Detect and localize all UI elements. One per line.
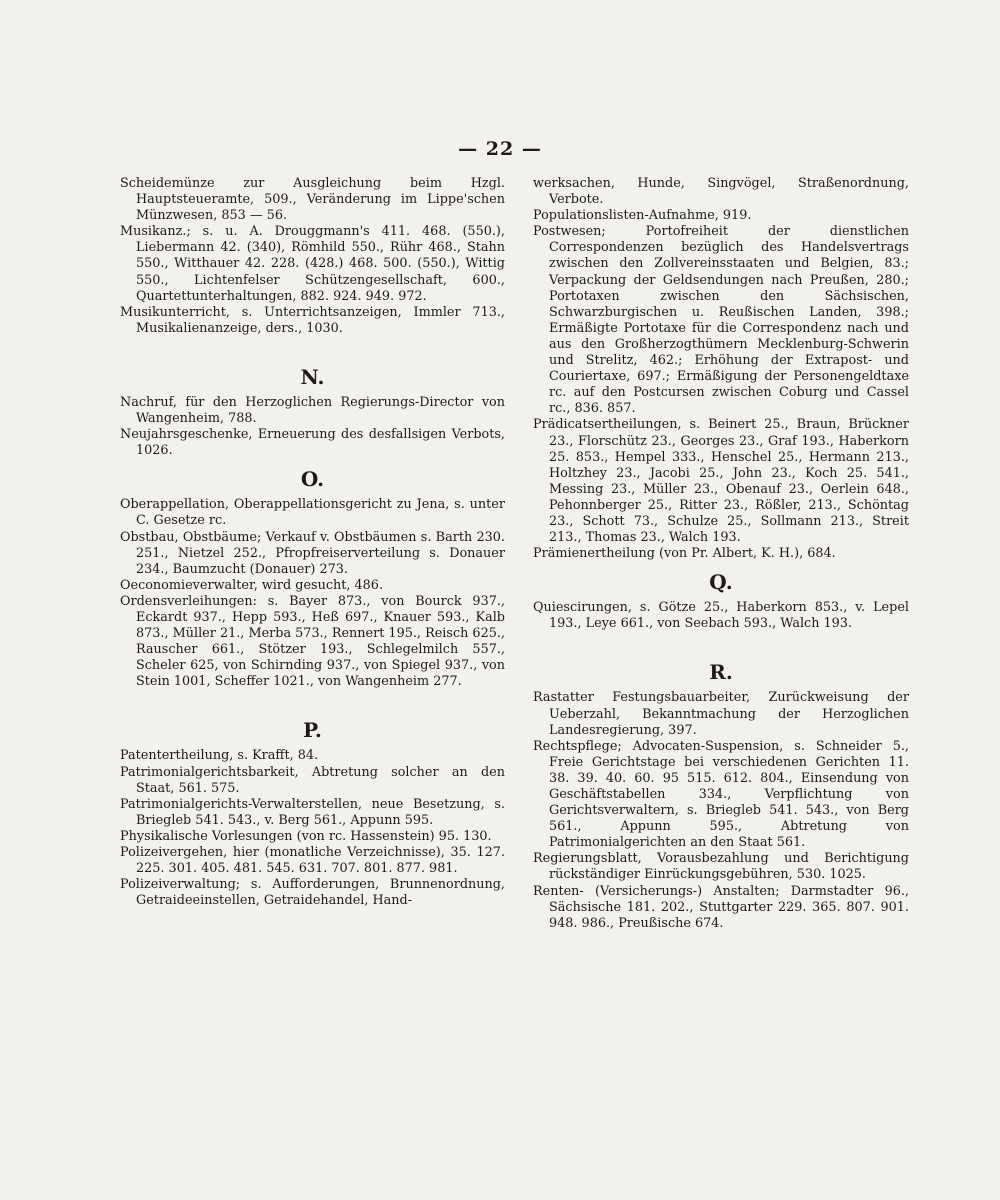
right-column xyxy=(533,176,909,932)
index-entry: Patentertheilung, s. Krafft, 84. xyxy=(120,748,319,764)
section-letter-q: Q. xyxy=(709,570,733,595)
index-entry: Musikunterricht, s. Unterrichtsanzeigen, Immler 713., Musikalienanzeige, ders., 1030. xyxy=(120,304,505,336)
section-letter-p: P. xyxy=(303,718,322,743)
section-letter-n: N. xyxy=(300,364,325,389)
left-column xyxy=(120,176,505,909)
index-entry: Physikalische Vorlesungen (von rc. Hassenstein) 95. 130. xyxy=(120,828,492,844)
index-entry: Scheidemünze zur Ausgleichung beim Hzgl. Hauptsteueramte, 509., Veränderung im Lippe'schen Münzwesen, 853 — 56. xyxy=(120,176,505,224)
index-entry: Postwesen; Portofreiheit der dienstlichen Correspondenzen bezüglich des Handelsvertrags zwischen den Zollvereinsstaaten und Belgien, 83.; Verpackung der Geldsendungen nach Preußen, 280.; Portotaxen zwischen den Sächsischen, Schwarzburgischen u. Reußischen Landen, 398.; Ermäßigte Portotaxe für die Correspondenz nach und aus den Großherzogthümern Mecklenburg-Schwerin und Strelitz, 462.; Erhöhung der Extrapost- und Couriertaxe, 697.; Ermäßigung der Personengeldtaxe rc. auf den Postcursen zwischen Coburg und Cassel rc., 836. 857. xyxy=(533,224,909,417)
index-entry: Nachruf, für den Herzoglichen Regierungs-Director von Wangenheim, 788. xyxy=(120,394,505,427)
index-entry: Musikanz.; s. u. A. Drouggmann's 411. 468. (550.), Liebermann 42. (340), Römhild 550., Rühr 468., Stahn 550., Witthauer 42. 228. (428.) 468. 500. (550.), Wittig 550., Lichtenfelser Schützengesellschaft, 600., Quartettunterhaltungen, 882. 924. 949. 972. xyxy=(120,224,505,304)
page-number: — 22 — xyxy=(458,138,542,160)
index-entry: Renten- (Versicherungs-) Anstalten; Darmstadter 96., Sächsische 181. 202., Stuttgarter 229. 365. 807. 901. 948. 986., Preußische 674. xyxy=(533,883,909,931)
index-entry: Regierungsblatt, Vorausbezahlung und Berichtigung rückständiger Einrückungsgebühren, 530. 1025. xyxy=(533,851,909,883)
index-entry: Rastatter Festungsbauarbeiter, Zurückweisung der Ueberzahl, Bekanntmachung der Herzoglichen Landesregierung, 397. xyxy=(533,690,909,738)
index-entry: Prädicatsertheilungen, s. Beinert 25., Braun, Brückner 23., Florschütz 23., Georges 23., Graf 193., Haberkorn 25. 853., Hempel 333., Henschel 25., Hermann 213., Holtzhey 23., Jacobi 25., John 23., Koch 25. 541., Messing 23., Müller 23., Obenauf 23., Oerlein 648., Pehonnberger 25., Ritter 23., Rößler, 213., Schöntag 23., Schott 73., Schulze 25., Sollmann 213., Streit 213., Thomas 23., Walch 193. xyxy=(533,417,909,546)
index-entry: Polizeiverwaltung; s. Aufforderungen, Brunnenordnung, Getraideeinstellen, Getraidehandel, Hand- xyxy=(120,877,505,909)
index-entry: Prämienertheilung (von Pr. Albert, K. H.), 684. xyxy=(533,546,836,562)
index-entry: Oeconomieverwalter, wird gesucht, 486. xyxy=(120,577,384,593)
index-entry: Patrimonialgerichts-Verwalterstellen, neue Besetzung, s. Briegleb 541. 543., v. Berg 561., Appunn 595. xyxy=(120,796,505,828)
index-entry: Obstbau, Obstbäume; Verkauf v. Obstbäumen s. Barth 230. 251., Nietzel 252., Pfropfreiserverteilung s. Donauer 234., Baumzucht (Donauer) 273. xyxy=(120,529,505,577)
index-entry: Neujahrsgeschenke, Erneuerung des desfallsigen Verbots, 1026. xyxy=(120,427,505,459)
index-entry: Polizeivergehen, hier (monatliche Verzeichnisse), 35. 127. 225. 301. 405. 481. 545. 631. 707. 801. 877. 981. xyxy=(120,845,505,877)
index-entry: Ordensverleihungen: s. Bayer 873., von Bourck 937., Eckardt 937., Hepp 593., Heß 697., Knauer 593., Kalb 873., Müller 21., Merba 573., Rennert 195., Reisch 625., Rauscher 661., Stötzer 193., Schlegelmilch 557., Scheler 625, von Schirnding 937., von Spiegel 937., von Stein 1001, Scheffer 1021., von Wangenheim 277. xyxy=(120,593,505,690)
index-entry: Populationslisten-Aufnahme, 919. xyxy=(533,208,752,224)
index-entry: Oberappellation, Oberappellationsgericht zu Jena, s. unter C. Gesetze rc. xyxy=(120,497,505,529)
index-entry: werksachen, Hunde, Singvögel, Straßenordnung, Verbote. xyxy=(533,176,909,208)
index-entry: Rechtspflege; Advocaten-Suspension, s. Schneider 5., Freie Gerichtstage bei verschiedenen Gerichten 11. 38. 39. 40. 60. 95 515. 612. 804., Einsendung von Geschäftstabellen 334., Verpflichtung von Gerichtsverwaltern, s. Briegleb 541. 543., von Berg 561., Appunn 595., Abtretung von Patrimonialgerichten an den Staat 561. xyxy=(533,738,909,851)
index-entry: Quiescirungen, s. Götze 25., Haberkorn 853., v. Lepel 193., Leye 661., von Seebach 593., Walch 193. xyxy=(533,600,909,632)
section-letter-r: R. xyxy=(709,660,733,685)
section-letter-o: O. xyxy=(300,467,325,492)
index-entry: Patrimonialgerichtsbarkeit, Abtretung solcher an den Staat, 561. 575. xyxy=(120,764,505,796)
